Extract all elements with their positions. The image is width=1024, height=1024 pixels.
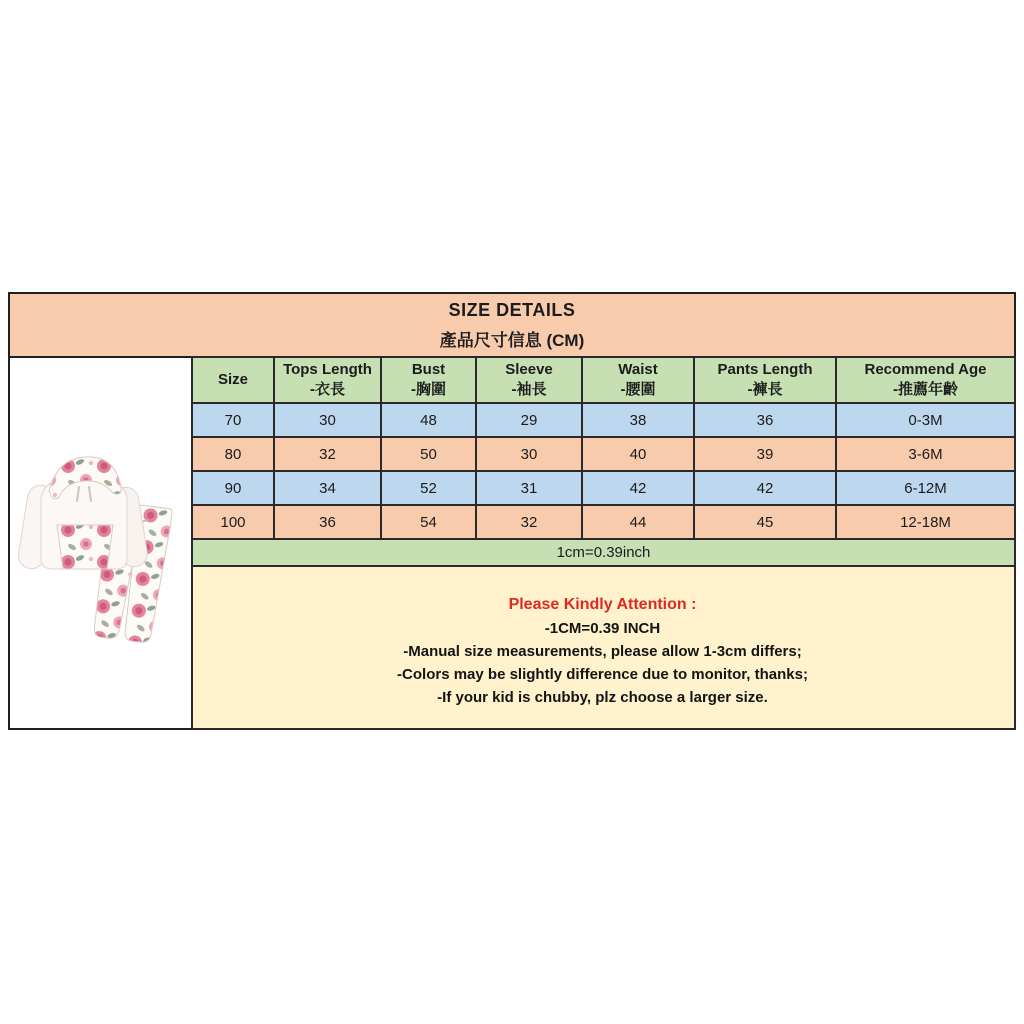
size-table-body [192, 403, 1015, 539]
cell-recommend-age-80: 3-6M [836, 437, 1015, 471]
column-label: Size [217, 370, 248, 388]
cell-pants-length-100: 45 [694, 505, 836, 539]
cell-recommend-age-70: 0-3M [836, 403, 1015, 437]
column-sublabel: -腰圍 [620, 381, 656, 398]
column-sublabel: -褲長 [747, 381, 783, 398]
column-sublabel: -衣長 [310, 381, 345, 398]
cell-recommend-age-90: 6-12M [836, 471, 1015, 505]
product-photo [8, 356, 193, 730]
size-row-90 [192, 471, 1015, 505]
column-label: Pants Length [717, 360, 813, 378]
size-row-100 [192, 505, 1015, 539]
cell-pants-length-80: 39 [694, 437, 836, 471]
attention-item: -Manual size measurements, please allow 1-3cm differs; [403, 643, 802, 660]
attention-list [201, 617, 1004, 709]
attention-panel [192, 566, 1015, 729]
attention-title: Please Kindly Attention : [508, 596, 697, 613]
column-label: Recommend Age [864, 360, 987, 378]
floral-hoodie [16, 457, 149, 571]
column-sublabel: -袖長 [511, 381, 547, 398]
size-row-80 [192, 437, 1015, 471]
cell-waist-100: 44 [582, 505, 694, 539]
banner-title: SIZE DETAILS [448, 299, 576, 320]
column-sublabel: -胸圍 [411, 381, 446, 398]
size-table-header [192, 357, 1015, 403]
cell-recommend-age-100: 12-18M [836, 505, 1015, 539]
cell-tops-length-80: 32 [274, 437, 381, 471]
column-header-pants-length [694, 357, 836, 403]
banner [8, 292, 1016, 358]
column-header-sleeve [476, 357, 582, 403]
column-header-size [192, 357, 274, 403]
cell-pants-length-70: 36 [694, 403, 836, 437]
cell-waist-80: 40 [582, 437, 694, 471]
cell-sleeve-70: 29 [476, 403, 582, 437]
cell-tops-length-100: 36 [274, 505, 381, 539]
column-label: Bust [411, 360, 446, 378]
chart-body [8, 356, 1016, 730]
cell-bust-100: 54 [381, 505, 476, 539]
cell-size-90: 90 [192, 471, 274, 505]
column-header-recommend-age [836, 357, 1015, 403]
cell-bust-90: 52 [381, 471, 476, 505]
cell-sleeve-100: 32 [476, 505, 582, 539]
size-row-70 [192, 403, 1015, 437]
cell-waist-70: 38 [582, 403, 694, 437]
banner-subtitle: 產品尺寸信息 (CM) [439, 330, 585, 350]
size-chart [8, 292, 1016, 730]
cell-size-70: 70 [192, 403, 274, 437]
floral-outfit-illustration [15, 423, 187, 663]
size-table [191, 356, 1016, 730]
column-label: Waist [618, 360, 658, 378]
column-header-waist [582, 357, 694, 403]
column-sublabel: -推薦年齡 [893, 381, 958, 398]
cell-bust-70: 48 [381, 403, 476, 437]
column-label: Sleeve [505, 360, 553, 378]
cell-sleeve-80: 30 [476, 437, 582, 471]
cell-bust-80: 50 [381, 437, 476, 471]
cell-waist-90: 42 [582, 471, 694, 505]
column-header-tops-length [274, 357, 381, 403]
attention-item: -1CM=0.39 INCH [544, 620, 661, 637]
column-header-bust [381, 357, 476, 403]
cell-pants-length-90: 42 [694, 471, 836, 505]
cell-tops-length-70: 30 [274, 403, 381, 437]
cell-sleeve-90: 31 [476, 471, 582, 505]
cell-size-100: 100 [192, 505, 274, 539]
column-label: Tops Length [283, 360, 372, 378]
attention-item: -If your kid is chubby, plz choose a larger size. [437, 689, 768, 706]
cell-size-80: 80 [192, 437, 274, 471]
attention-item: -Colors may be slightly difference due to monitor, thanks; [397, 666, 808, 683]
cell-tops-length-90: 34 [274, 471, 381, 505]
conversion-note: 1cm=0.39inch [192, 539, 1015, 566]
